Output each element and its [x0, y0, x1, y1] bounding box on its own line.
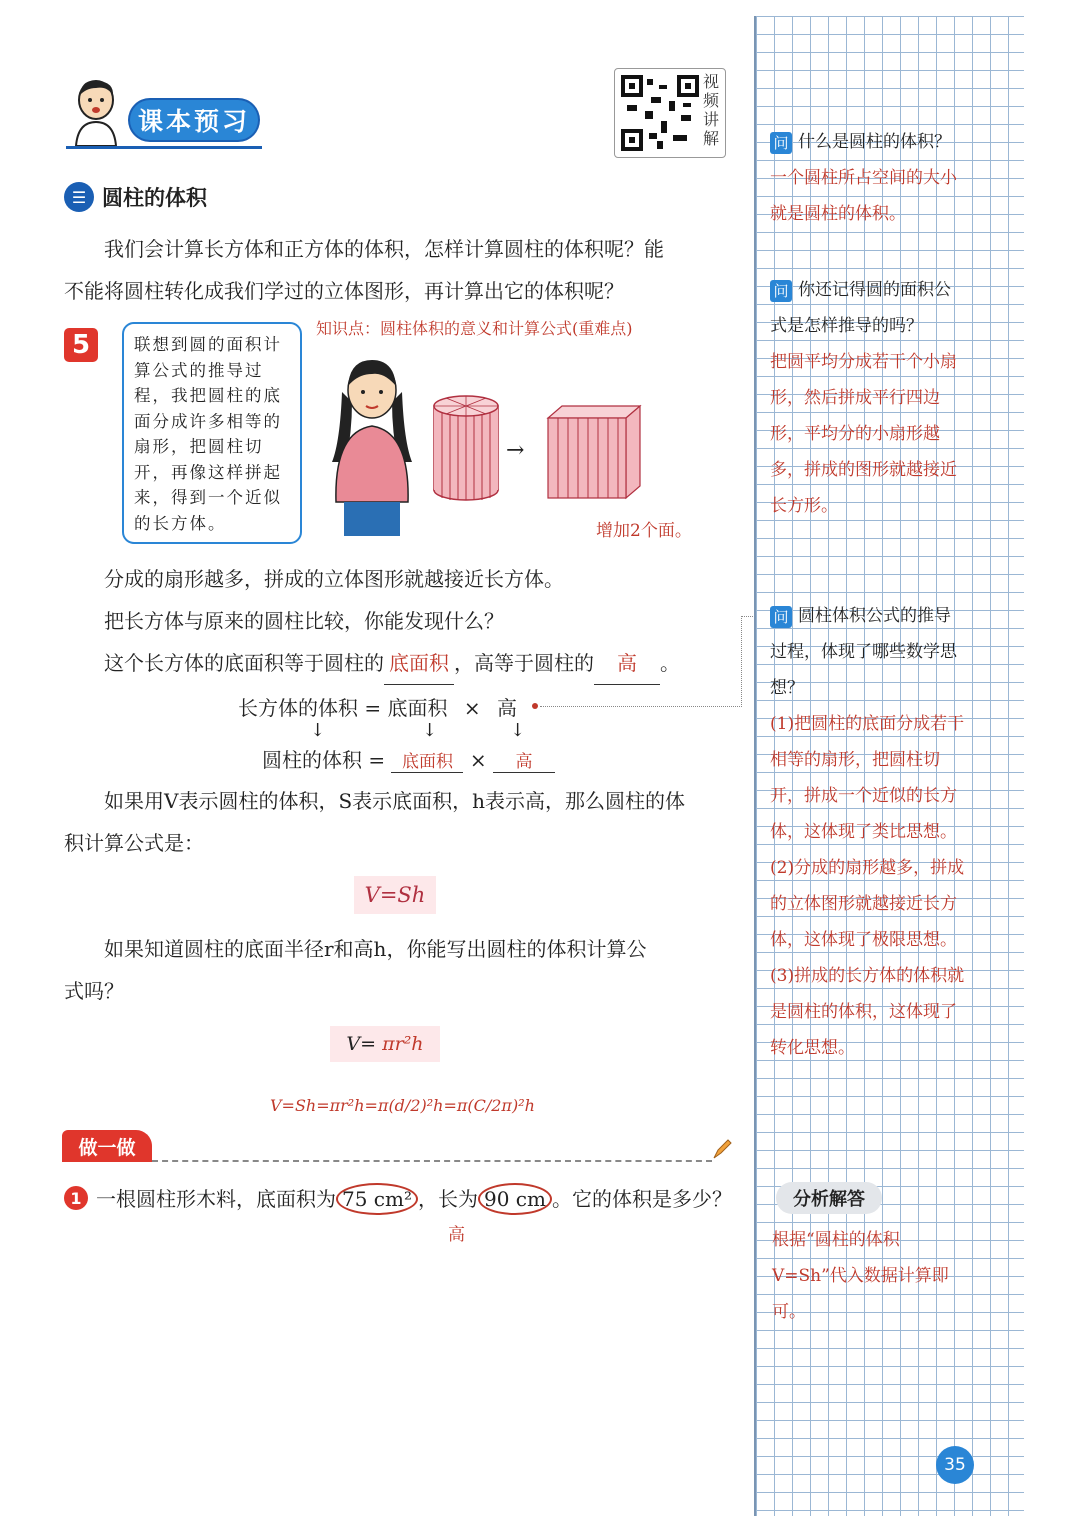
height-term: 高	[496, 696, 517, 720]
blank-height-2[interactable]: 高	[493, 747, 555, 773]
cylinder-sectors-figure	[432, 394, 500, 502]
knowledge-point-note: 知识点：圆柱体积的意义和计算公式(重难点)	[316, 319, 633, 338]
formula2-prefix: V=	[346, 1033, 377, 1055]
question-number: 1	[64, 1186, 88, 1210]
sidebar-q3-text: 圆柱体积公式的推导过程，体现了哪些数学思想？	[770, 606, 957, 698]
example-number: 5	[64, 328, 98, 362]
sidebar-block-3	[770, 598, 966, 1066]
sidebar-question-1	[770, 124, 966, 160]
ask-icon: 问	[770, 132, 792, 154]
equals-sign: =	[364, 696, 382, 720]
sidebar-question-3	[770, 598, 966, 706]
analysis-label: 分析解答	[776, 1182, 882, 1214]
q1-prefix: 一根圆柱形木料，底面积为	[96, 1187, 336, 1211]
speech-bubble: 联想到圆的面积计算公式的推导过程，我把圆柱的底面分成许多相等的扇形，把圆柱切开，再像这样拼起来，得到一个近似的长方体。	[122, 322, 302, 544]
down-arrow-3: ↓	[510, 720, 526, 741]
line3-prefix: 这个长方体的底面积等于圆柱的	[104, 651, 384, 675]
section-heading	[64, 182, 207, 212]
banner-underline	[66, 146, 262, 149]
formula-v-pir2h	[330, 1026, 440, 1062]
base-area-term: 底面积	[387, 696, 448, 720]
video-lecture-label[interactable]: 视频讲解	[703, 72, 720, 148]
body-line-4a: 如果用V表示圆柱的体积，S表示底面积，h表示高，那么圆柱的体	[104, 789, 686, 813]
equals-sign: =	[368, 748, 386, 772]
body-line-1: 分成的扇形越多，拼成的立体图形就越接近长方体。	[104, 567, 564, 591]
down-arrow-2: ↓	[422, 720, 438, 741]
sidebar-question-2	[770, 272, 966, 344]
sidebar-answer-1: 一个圆柱所占空间的大小就是圆柱的体积。	[770, 168, 957, 224]
analysis-text: 根据“圆柱的体积V=Sh”代入数据计算即可。	[772, 1230, 949, 1322]
practice-divider	[152, 1160, 712, 1162]
section-title: 圆柱的体积	[102, 186, 207, 210]
sidebar-block-2	[770, 272, 966, 524]
added-faces-note: 增加2个面。	[596, 521, 692, 541]
formula-v-sh: V=Sh	[354, 876, 436, 914]
sidebar-answer-3: (1)把圆柱的底面分成若干相等的扇形，把圆柱切开，拼成一个近似的长方体，这体现了类比思想。(2)分成的扇形越多，拼成的立体图形就越接近长方体，这体现了极限思想。(3)拼成的长方体的体积就是圆柱的体积，这体现了转化思想。	[770, 714, 965, 1058]
question-1	[96, 1178, 732, 1220]
practice-label: 做一做	[62, 1130, 152, 1162]
formula2-answer[interactable]: πr²h	[382, 1033, 424, 1055]
cuboid-volume-formula	[238, 692, 517, 721]
length-is-height-note: 高	[448, 1225, 465, 1245]
times-sign: ×	[463, 696, 481, 720]
q1-area: 75 cm²	[336, 1183, 418, 1215]
sidebar-q1-text: 什么是圆柱的体积？	[798, 132, 951, 152]
q1-length: 90 cm	[478, 1183, 552, 1215]
body-line-3	[104, 642, 680, 685]
intro-line-2: 不能将圆柱转化成我们学过的立体图形，再计算出它的体积呢？	[64, 279, 624, 303]
body-line-5b: 式吗？	[64, 979, 124, 1003]
cuboid-figure	[544, 404, 644, 500]
down-arrow-1: ↓	[310, 720, 326, 741]
sidebar-answer-2: 把圆平均分成若干个小扇形，然后拼成平行四边形，平均分的小扇形越多，拼成的图形就越接近长方形。	[770, 352, 957, 516]
blank-height[interactable]: 高	[594, 642, 660, 685]
sidebar-q2-text: 你还记得圆的面积公式是怎样推导的吗？	[770, 280, 951, 336]
times-sign: ×	[469, 748, 487, 772]
line3-mid: ，高等于圆柱的	[454, 651, 594, 675]
ask-icon: 问	[770, 280, 792, 302]
link-dotted-line	[540, 706, 742, 707]
link-dotted-vertical	[741, 616, 742, 707]
line3-end: 。	[660, 651, 680, 675]
q1-end: 。它的体积是多少？	[551, 1187, 732, 1211]
sidebar-block-1	[770, 124, 966, 232]
boy-mascot	[68, 76, 124, 146]
cylinder-volume-label: 圆柱的体积	[262, 748, 362, 772]
girl-illustration	[322, 352, 422, 542]
body-line-4b: 积计算公式是：	[64, 831, 204, 855]
section-banner: 课本预习	[130, 100, 258, 140]
derivation-note: V=Sh=πr²h=π(d/2)²h=π(C/2π)²h	[270, 1096, 535, 1115]
arrow-icon: →	[506, 438, 525, 463]
link-arrow	[532, 703, 538, 709]
body-line-5a: 如果知道圆柱的底面半径r和高h，你能写出圆柱的体积计算公	[104, 937, 647, 961]
blank-base-area[interactable]: 底面积	[384, 642, 454, 685]
blank-base-area-2[interactable]: 底面积	[391, 747, 463, 773]
pencil-icon	[712, 1138, 732, 1160]
book-icon: ☰	[64, 182, 94, 212]
cuboid-volume-label: 长方体的体积	[238, 696, 358, 720]
cylinder-volume-formula	[262, 744, 555, 773]
body-line-2: 把长方体与原来的圆柱比较，你能发现什么？	[104, 609, 504, 633]
intro-line-1: 我们会计算长方体和正方体的体积，怎样计算圆柱的体积呢？能	[104, 237, 664, 261]
ask-icon: 问	[770, 606, 792, 628]
page-number: 35	[936, 1446, 974, 1484]
q1-mid: ，长为	[418, 1187, 478, 1211]
qr-code-icon[interactable]	[621, 75, 699, 151]
